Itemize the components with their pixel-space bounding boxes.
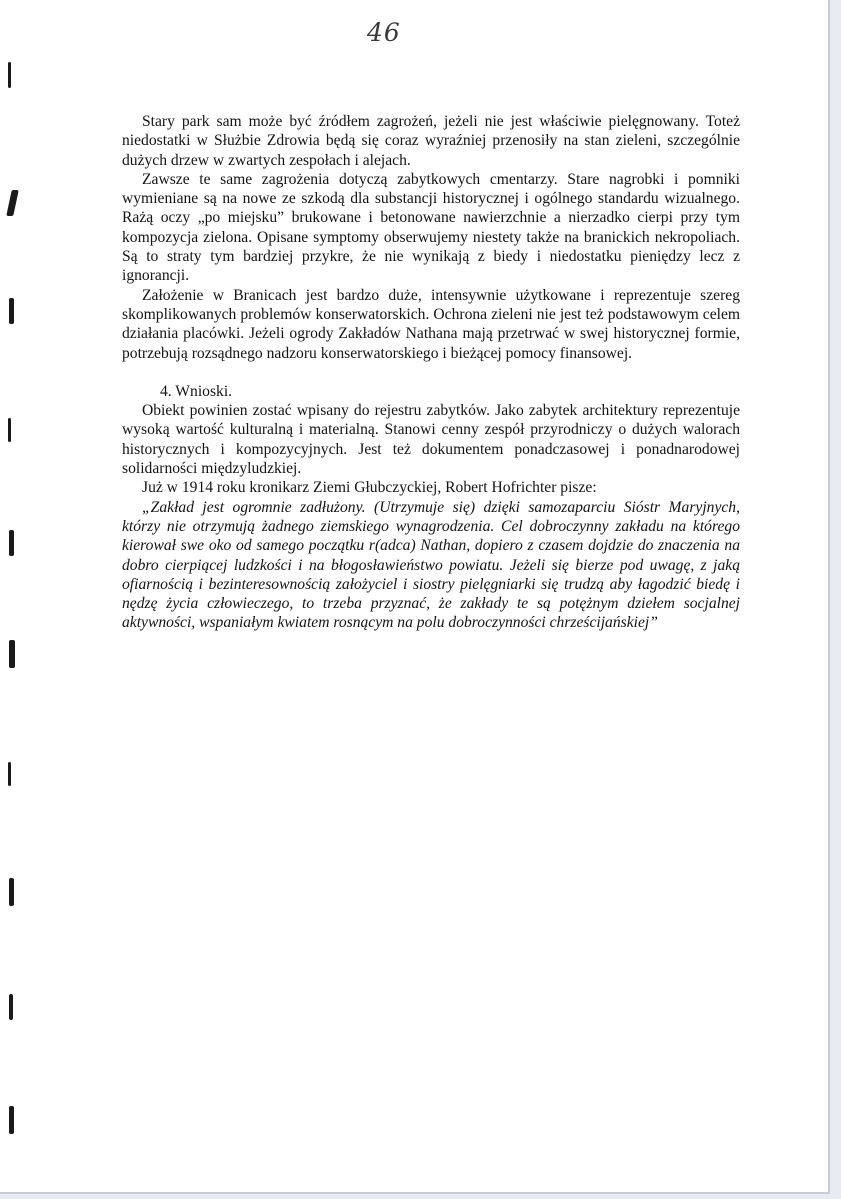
paragraph: Obiekt powinien zostać wpisany do rejestru zabytków. Jako zabytek architektury reprezentuje wysoką wartość kulturalną i materialną. Stanowi cenny zespół przyrodniczy o dużych walorach historycznych i kompozycyjnych. Jest też dokumentem ponadczasowej i ponadnarodowej solidarności międzyludzkiej. — [122, 402, 740, 478]
section-heading: 4. Wnioski. — [160, 382, 233, 400]
binding-mark — [9, 640, 15, 668]
binding-mark — [9, 1106, 14, 1134]
binding-mark — [9, 994, 13, 1020]
binding-mark — [8, 418, 11, 442]
binding-mark — [8, 62, 11, 88]
binding-mark — [8, 762, 11, 786]
paragraph: Założenie w Branicach jest bardzo duże, intensywnie użytkowane i reprezentuje szereg skomplikowanych problemów konserwatorskich. Ochrona zieleni nie jest też podstawowym celem działania placówki. Jeżeli ogrody Zakładów Nathana mają przetrwać w swej historycznej formie, potrzebują rozsądnego nadzoru konserwatorskiego i bieżącej pomocy finansowej. — [122, 286, 740, 362]
binding-mark — [9, 530, 14, 556]
quotation: „Zakład jest ogromnie zadłużony. (Utrzymuje się) dzięki samozaparciu Sióstr Maryjnych, którzy nie otrzymują żadnego ziemskiego wynagrodzenia. Cel dobroczynny zakładu na którego kierował swe oko od samego początku r(adca) Nathan, dopiero z czasem dojdzie do znaczenia na dobro cierpiącej ludzkości i na błogosławieństwo powiatu. Jeżeli się bierze pod uwagę, z jaką ofiarnością i bezinteresownością założyciel i siostry pielęgniarki się trudzą aby łagodzić biedę i nędzę życia człowieczego, to trzeba przyznać, że zakłady te są potężnym dziełem socjalnej aktywności, wspaniałym kwiatem rosnącym na polu dobroczynności chrześcijańskiej” — [122, 498, 740, 632]
paragraph: Zawsze te same zagrożenia dotyczą zabytkowych cmentarzy. Stare nagrobki i pomniki wymieniane są na nowe ze szkodą dla substancji historycznej i ogólnego standardu wizualnego. Rażą oczy „po miejsku” brukowane i betonowane nawierzchnie a nierzadko cierpi przy tym kompozycja zielona. Opisane symptomy obserwujemy niestety także na branickich nekropoliach. Są to straty tym bardziej przykre, że nie wynikają z biedy i niedostatku pieniędzy lecz z ignorancji. — [122, 170, 740, 285]
paragraph: Już w 1914 roku kronikarz Ziemi Głubczyckiej, Robert Hofrichter pisze: — [142, 479, 597, 497]
binding-mark — [9, 298, 14, 324]
page-number: 46 — [367, 18, 401, 47]
binding-mark — [6, 190, 19, 216]
binding-mark — [9, 878, 14, 906]
paragraph: Stary park sam może być źródłem zagrożeń, jeżeli nie jest właściwie pielęgnowany. Toteż niedostatki w Służbie Zdrowia będą się coraz wyraźniej przenosiły na stan zieleni, szczególnie dużych drzew w zwartych zespołach i alejach. — [122, 113, 740, 169]
body-text — [122, 112, 740, 633]
